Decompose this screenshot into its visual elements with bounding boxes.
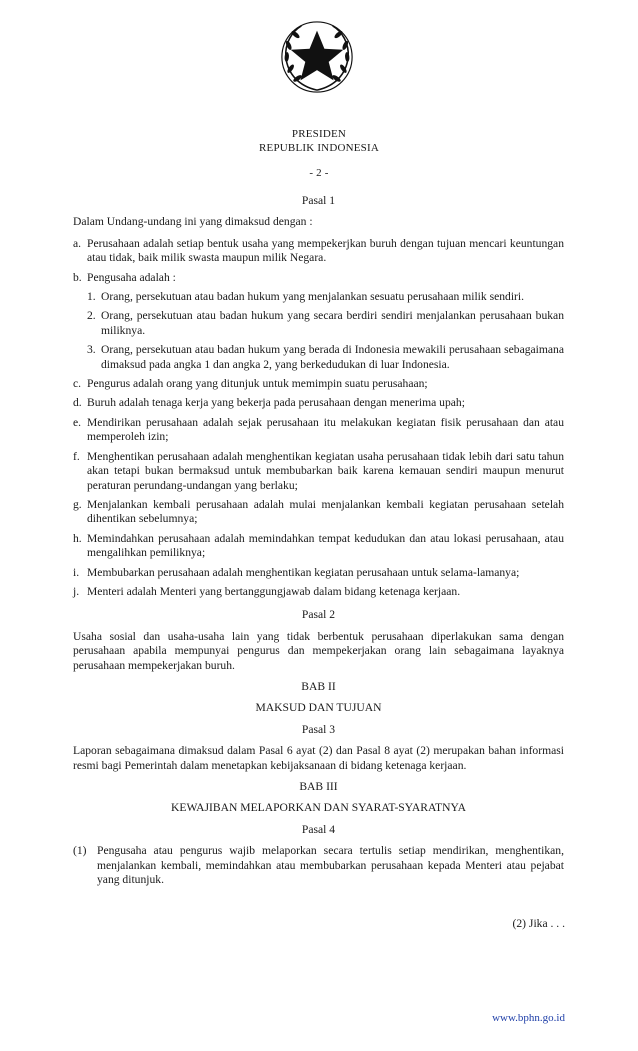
item-label: b.: [73, 270, 82, 284]
item-label: j.: [73, 584, 80, 598]
bab-3-subtitle: KEWAJIBAN MELAPORKAN DAN SYARAT-SYARATNYA: [171, 801, 466, 815]
sub-item-label: 3.: [87, 343, 96, 357]
item-text: Pengusaha adalah :: [87, 270, 176, 284]
sub-item: [87, 343, 564, 372]
item-label: e.: [73, 415, 82, 429]
item-text: Pengurus adalah orang yang ditunjuk untuk memimpin suatu perusahaan;: [87, 377, 428, 391]
sub-item-text: Orang, persekutuan atau badan hukum yang menjalankan sesuatu perusahaan milik sendiri.: [101, 290, 525, 304]
definition-item: [73, 237, 564, 266]
pasal-1-title: Pasal 1: [301, 194, 336, 207]
item-text: Menghentikan perusahaan adalah menghentikan kegiatan usaha perusahaan tidak lebih dari satu tahun akan tetapi bukan bermaksud untuk membubarkan baik karena kemauan sendiri maupun menurut peraturan perundang-undangan yang berlaku;: [87, 449, 564, 492]
pasal-4-title: Pasal 4: [301, 822, 336, 836]
sub-item-text: Orang, persekutuan atau badan hukum yang berada di Indonesia mewakili perusahaan sebagaimana dimaksud pada angka 1 dan angka 2, yang berkedudukan di luar Indonesia.: [101, 343, 564, 371]
sub-item-label: 2.: [87, 309, 96, 323]
pasal-2-text: Usaha sosial dan usaha-usaha lain yang tidak berbentuk perusahaan diperlakukan sama dengan perusahaan apabila mempunyai pengurus dan mempekerjakan orang lain sebagaimana layaknya perusahaan mempekerjakan buruh.: [73, 629, 564, 672]
item-text: Mendirikan perusahaan adalah sejak perusahaan itu melakukan kegiatan fisik perusahaan dan atau memperoleh izin;: [87, 415, 564, 444]
bab-2-subtitle: MAKSUD DAN TUJUAN: [255, 701, 382, 715]
item-label: i.: [73, 565, 80, 579]
document-body: [73, 194, 564, 892]
item-label: c.: [73, 377, 82, 391]
continuation-text: (2) Jika . . .: [512, 917, 565, 930]
definition-item: [73, 498, 564, 527]
definition-item: [73, 566, 564, 580]
header-republik-indonesia: REPUBLIK INDONESIA: [258, 142, 379, 154]
item-text: Buruh adalah tenaga kerja yang bekerja pada perusahaan dengan menerima upah;: [87, 396, 465, 410]
sub-item: [87, 290, 564, 304]
definition-item: [73, 377, 564, 391]
item-label: f.: [73, 449, 80, 463]
item-text: Perusahaan adalah setiap bentuk usaha yang mempekerjkan buruh dengan tujuan mencari keuntungan atau tidak, baik milik swasta maupun milik Negara.: [87, 236, 564, 265]
bab-3-title: BAB III: [299, 780, 338, 793]
definition-item: [73, 416, 564, 445]
item-text: Membubarkan perusahaan adalah menghentikan kegiatan perusahaan untuk selama-lamanya;: [87, 565, 520, 579]
item-label: d.: [73, 396, 82, 410]
item-label: h.: [73, 531, 82, 545]
item-text: Menjalankan kembali perusahaan adalah mulai menjalankan kembali kegiatan perusahaan setelah dihentikan sebelumnya;: [87, 497, 564, 526]
pasal-1-intro: Dalam Undang-undang ini yang dimaksud dengan :: [73, 215, 313, 229]
item-label: g.: [73, 497, 82, 511]
pasal-2-title: Pasal 2: [301, 608, 336, 622]
definition-item: [73, 396, 564, 410]
footer-url: www.bphn.go.id: [492, 1012, 565, 1024]
garuda-star-emblem-icon: [278, 18, 356, 96]
header-presiden: PRESIDEN: [291, 128, 347, 140]
item-text: Memindahkan perusahaan adalah memindahkan tempat kedudukan dan atau lokasi perusahaan, atau mengalihkan pemiliknya;: [87, 531, 564, 560]
sub-item-label: 1.: [87, 290, 96, 304]
sub-item-text: Orang, persekutuan atau badan hukum yang secara berdiri sendiri menjalankan perusahaan bukan miliknya.: [101, 309, 564, 337]
definition-item: [73, 450, 564, 493]
pasal-3-title: Pasal 3: [301, 722, 336, 736]
bab-2-title: BAB II: [301, 679, 336, 693]
pasal-3-text: Laporan sebagaimana dimaksud dalam Pasal 6 ayat (2) dan Pasal 8 ayat (2) merupakan bahan informasi resmi bagi Pemerintah dalam menetapkan kebijaksanaan di bidang ketenaga kerjaan.: [73, 744, 564, 772]
sub-item: [87, 309, 564, 338]
item-label: a.: [73, 236, 82, 250]
definition-item: [73, 271, 564, 285]
page-number: - 2 -: [309, 167, 329, 179]
item-label: (1): [73, 844, 87, 858]
pasal-4-item: [73, 844, 564, 887]
definition-item: [73, 532, 564, 561]
item-text: Pengusaha atau pengurus wajib melaporkan secara tertulis setiap mendirikan, menghentikan, menjalankan kembali, memindahkan atau membubarkan perusahaan kepada Menteri atau pejabat yang ditunjuk.: [97, 844, 564, 887]
sub-item-list: [87, 290, 564, 372]
definition-item: [73, 585, 564, 599]
item-text: Menteri adalah Menteri yang bertanggungjawab dalam bidang ketenaga kerjaan.: [87, 584, 461, 598]
